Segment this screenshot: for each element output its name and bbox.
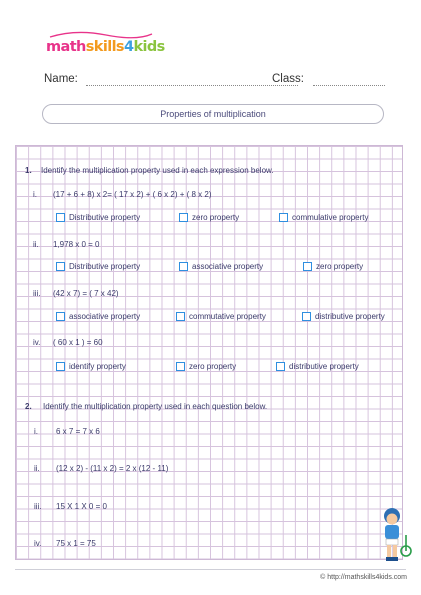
- checkbox-icon[interactable]: [303, 262, 312, 271]
- q1-option[interactable]: Distributive property: [56, 213, 140, 222]
- checkbox-icon[interactable]: [56, 312, 65, 321]
- logo: [46, 38, 165, 56]
- checkbox-icon[interactable]: [179, 213, 188, 222]
- name-class-row: [44, 73, 394, 91]
- q2-instruction: Identify the multiplication property used in each question below.: [43, 402, 268, 411]
- q1-item-label: iii.: [33, 289, 41, 298]
- q2-item-expression: (12 x 2) - (11 x 2) = 2 x (12 - 11): [56, 464, 169, 473]
- q1-option[interactable]: distributive property: [276, 362, 359, 371]
- checkbox-icon[interactable]: [179, 262, 188, 271]
- logo-text: mathskills4kids: [46, 39, 165, 55]
- copyright-link[interactable]: © http://mathskills4kids.com: [320, 574, 407, 581]
- kid-illustration-icon: [376, 505, 412, 563]
- checkbox-icon[interactable]: [56, 262, 65, 271]
- worksheet-grid: [15, 145, 403, 560]
- name-field[interactable]: [86, 85, 298, 86]
- q1-item-label: i.: [33, 190, 37, 199]
- q1-option[interactable]: associative property: [179, 262, 263, 271]
- checkbox-icon[interactable]: [176, 312, 185, 321]
- q1-item-expression: (42 x 7) = ( 7 x 42): [53, 289, 119, 298]
- q1-option[interactable]: commutative property: [176, 312, 266, 321]
- q1-instruction: Identify the multiplication property used in each expression below.: [41, 166, 274, 175]
- q1-option[interactable]: zero property: [176, 362, 236, 371]
- q1-number: 1.: [25, 166, 32, 175]
- q1-option[interactable]: Distributive property: [56, 262, 140, 271]
- checkbox-icon[interactable]: [56, 213, 65, 222]
- footer-divider: [15, 569, 406, 570]
- checkbox-icon[interactable]: [279, 213, 288, 222]
- q1-option[interactable]: zero property: [303, 262, 363, 271]
- q2-item-expression: 6 x 7 = 7 x 6: [56, 427, 100, 436]
- q1-option[interactable]: identify property: [56, 362, 126, 371]
- q2-item-label: iii.: [34, 502, 42, 511]
- q1-option[interactable]: distributive property: [302, 312, 385, 321]
- q1-item-label: iv.: [33, 338, 41, 347]
- q2-item-label: iv.: [34, 539, 42, 548]
- q1-option[interactable]: commulative property: [279, 213, 368, 222]
- q2-item-expression: 75 x 1 = 75: [56, 539, 96, 548]
- checkbox-icon[interactable]: [56, 362, 65, 371]
- q1-item-label: ii.: [33, 240, 39, 249]
- q1-option[interactable]: associative property: [56, 312, 140, 321]
- q1-option[interactable]: zero property: [179, 213, 239, 222]
- name-label: Name:: [44, 73, 78, 85]
- class-field[interactable]: [313, 85, 385, 86]
- q1-item-expression: (17 + 6 + 8) x 2= ( 17 x 2) + ( 6 x 2) + ( 8 x 2): [53, 190, 212, 199]
- worksheet-title: Properties of multiplication: [42, 104, 384, 124]
- q2-item-label: ii.: [34, 464, 40, 473]
- checkbox-icon[interactable]: [302, 312, 311, 321]
- q2-number: 2.: [25, 402, 32, 411]
- footer: [0, 567, 421, 595]
- q2-item-expression: 15 X 1 X 0 = 0: [56, 502, 107, 511]
- class-label: Class:: [272, 73, 304, 85]
- checkbox-icon[interactable]: [276, 362, 285, 371]
- q1-item-expression: ( 60 x 1 ) = 60: [53, 338, 103, 347]
- logo-swirl-icon: [46, 31, 156, 39]
- q1-item-expression: 1,978 x 0 = 0: [53, 240, 100, 249]
- q2-item-label: i.: [34, 427, 38, 436]
- checkbox-icon[interactable]: [176, 362, 185, 371]
